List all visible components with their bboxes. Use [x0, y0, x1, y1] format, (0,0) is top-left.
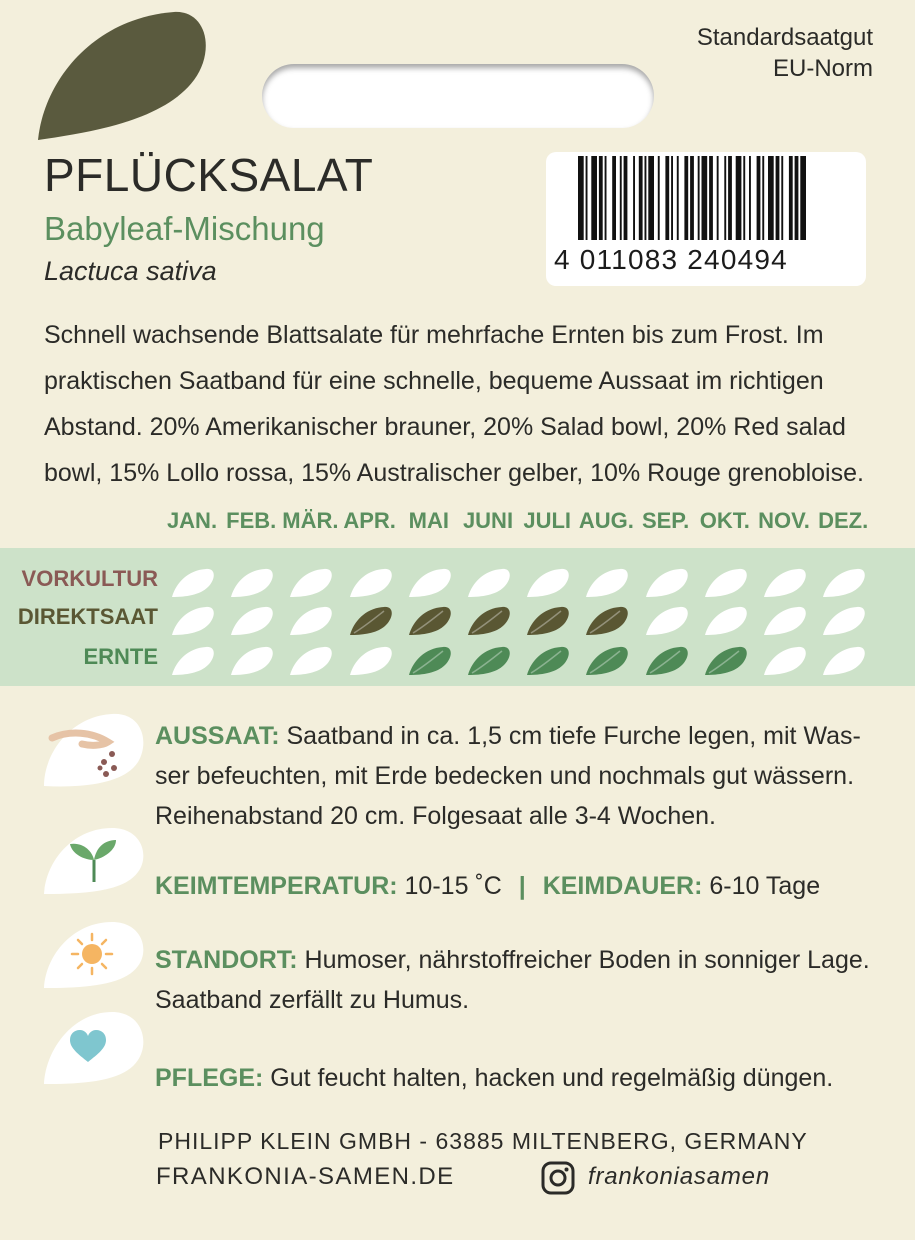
- month-label: JULI: [523, 508, 572, 533]
- calendar-leaf-icon: [584, 567, 628, 599]
- calendar-leaf-icon: [821, 567, 865, 599]
- barcode-bars: [546, 152, 866, 248]
- leaf-logo-icon: [34, 10, 209, 142]
- product-subtitle: Babyleaf-Mischung: [44, 210, 325, 247]
- calendar-leaf-icon: [229, 567, 273, 599]
- month-label: SEP.: [641, 508, 690, 533]
- sprout-icon: [42, 826, 146, 896]
- calendar-leaf-icon: [762, 605, 806, 637]
- calendar-leaf-icon: [644, 605, 688, 637]
- calendar-leaf-icon: [762, 645, 806, 677]
- keimtemp-heading: KEIMTEMPERATUR:: [155, 872, 398, 900]
- aussaat-text-3: Reihenabstand 20 cm. Folgesaat alle 3-4 Wochen.: [155, 802, 716, 830]
- month-label: JUNI: [462, 508, 514, 533]
- month-label: DEZ.: [818, 508, 869, 533]
- calendar-leaf-icon: [407, 645, 451, 677]
- month-label: JAN.: [166, 508, 218, 533]
- calendar-band: [0, 548, 915, 686]
- calendar-leaf-icon: [407, 605, 451, 637]
- calendar-leaf-icon: [466, 645, 510, 677]
- calendar-leaf-icon: [288, 645, 332, 677]
- month-label: AUG.: [578, 508, 634, 533]
- calendar-leaf-icon: [466, 567, 510, 599]
- hanger-hole: [262, 64, 654, 128]
- calendar-leaf-icon: [288, 567, 332, 599]
- hand-seeds-icon: [42, 712, 146, 790]
- calendar-leaf-icon: [170, 567, 214, 599]
- calendar-leaf-icon: [644, 645, 688, 677]
- calendar-leaf-icon: [584, 645, 628, 677]
- calendar-months: [0, 508, 915, 542]
- standort-text-1: Humoser, nährstoffreicher Boden in sonniger Lage.: [304, 946, 870, 974]
- calendar-row-label: VORKULTUR: [21, 566, 158, 591]
- instagram-icon[interactable]: [540, 1160, 576, 1196]
- keim-info: [155, 866, 875, 906]
- company-address: PHILIPP KLEIN GMBH - 63885 MILTENBERG, GERMANY: [158, 1128, 808, 1154]
- aussaat-info: [155, 716, 875, 836]
- pflege-text: Gut feucht halten, hacken und regelmäßig düngen.: [270, 1064, 834, 1092]
- keimtemp-text: 10-15 ˚C: [404, 872, 502, 900]
- calendar-leaf-icon: [525, 605, 569, 637]
- calendar-leaf-icon: [525, 567, 569, 599]
- pflege-heading: PFLEGE:: [155, 1064, 264, 1092]
- calendar-leaf-icon: [821, 645, 865, 677]
- aussaat-text-1: Saatband in ca. 1,5 cm tiefe Furche legen, mit Was-: [286, 722, 861, 750]
- keimdauer-text: 6-10 Tage: [709, 872, 821, 900]
- standort-heading: STANDORT:: [155, 946, 298, 974]
- calendar-leaf-icon: [703, 605, 747, 637]
- calendar-leaf-icon: [229, 645, 273, 677]
- aussaat-heading: AUSSAAT:: [155, 722, 280, 750]
- website-link[interactable]: FRANKONIA-SAMEN.DE: [156, 1163, 455, 1190]
- instagram-handle[interactable]: frankoniasamen: [588, 1163, 770, 1190]
- calendar-leaf-icon: [821, 605, 865, 637]
- calendar-leaf-icon: [644, 567, 688, 599]
- calendar-leaf-icon: [170, 645, 214, 677]
- info-separator: |: [518, 872, 526, 900]
- product-description: Schnell wachsende Blattsalate für mehrfache Ernten bis zum Frost. Im praktischen Saatband für eine schnelle, bequeme Aussaat im richtigen Abstand. 20% Amerikanischer brauner, 20% Salad bowl, 20% Red salad bowl, 15% Lollo rossa, 15% Australischer gelber, 10% Rouge grenobloise.: [44, 321, 864, 487]
- calendar-leaf-icon: [229, 605, 273, 637]
- calendar-leaf-icon: [407, 567, 451, 599]
- month-label: FEB.: [226, 508, 277, 533]
- calendar-leaf-icon: [288, 605, 332, 637]
- sun-icon: [42, 920, 146, 990]
- calendar-row-label: DIREKTSAAT: [17, 604, 158, 629]
- pflege-info: [155, 1058, 875, 1098]
- calendar-leaf-icon: [703, 645, 747, 677]
- aussaat-text-2: ser befeuchten, mit Erde bedecken und nochmals gut wässern.: [155, 762, 855, 790]
- month-label: APR.: [343, 508, 396, 533]
- calendar-leaf-icon: [348, 645, 392, 677]
- seed-standard: [697, 22, 873, 84]
- standort-info: [155, 940, 875, 1020]
- calendar-leaf-icon: [762, 567, 806, 599]
- calendar-leaf-icon: [466, 605, 510, 637]
- product-title: PFLÜCKSALAT: [44, 149, 374, 201]
- month-label: OKT.: [699, 508, 750, 533]
- month-label: MÄR.: [282, 508, 339, 533]
- heart-icon: [42, 1010, 146, 1086]
- month-label: NOV.: [758, 508, 810, 533]
- standard-line1: Standardsaatgut: [696, 24, 873, 51]
- barcode: [546, 152, 866, 286]
- latin-name: Lactuca sativa: [44, 256, 217, 286]
- calendar-leaf-icon: [703, 567, 747, 599]
- calendar-row-label: ERNTE: [83, 644, 158, 669]
- standort-text-2: Saatband zerfällt zu Humus.: [155, 986, 470, 1014]
- standard-line2: EU-Norm: [773, 55, 873, 82]
- calendar-leaf-icon: [170, 605, 214, 637]
- keimdauer-heading: KEIMDAUER:: [542, 872, 703, 900]
- calendar-leaf-icon: [584, 605, 628, 637]
- month-label: MAI: [408, 508, 449, 533]
- calendar-leaf-icon: [525, 645, 569, 677]
- barcode-digits: 4 011083 240494: [554, 244, 788, 275]
- calendar-leaf-icon: [348, 567, 392, 599]
- calendar-leaf-icon: [348, 605, 392, 637]
